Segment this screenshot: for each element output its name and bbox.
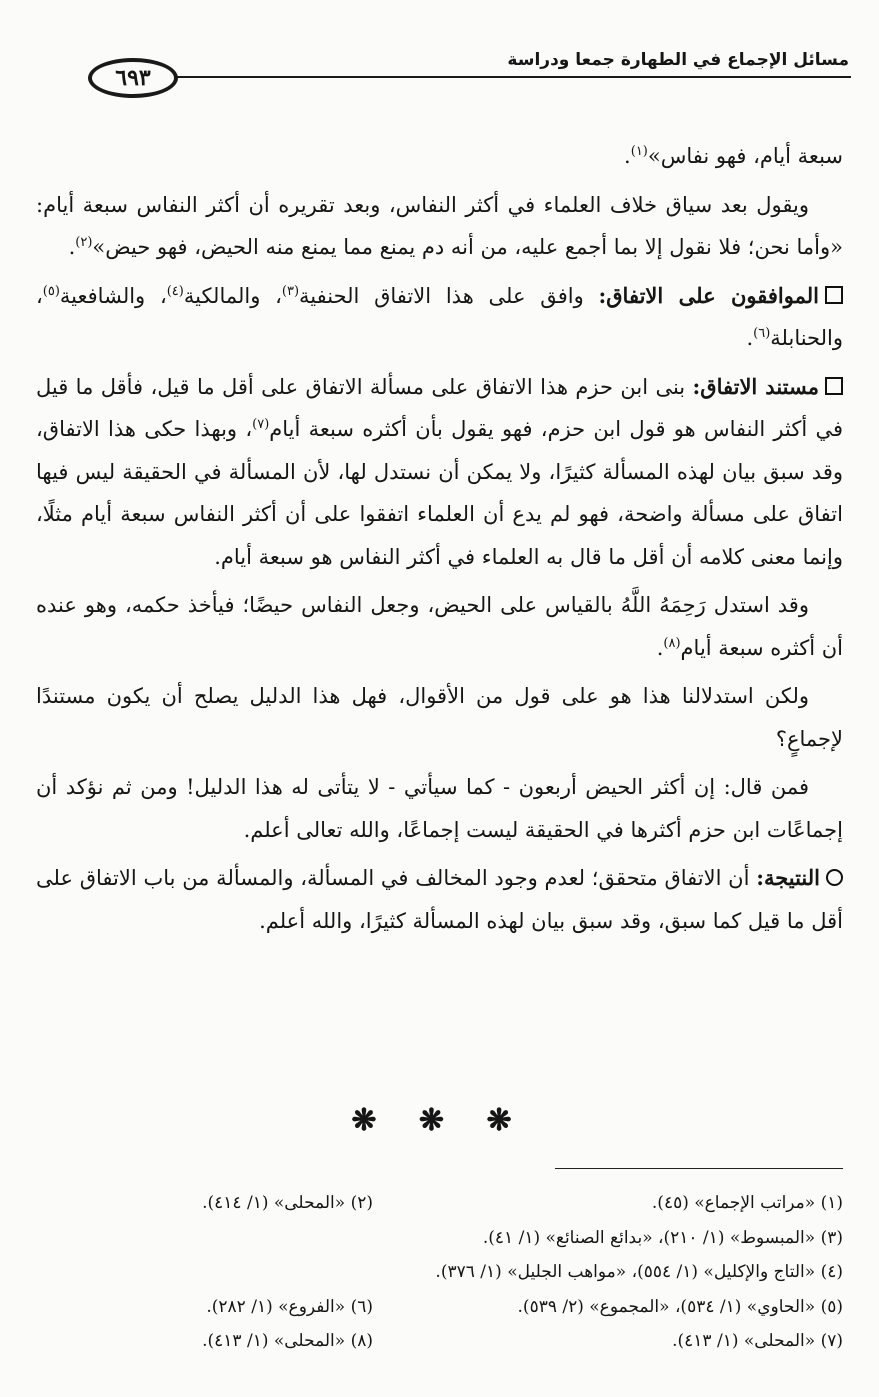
footnote-row (36, 1255, 843, 1290)
text: ، والشافعية (59, 283, 167, 308)
footnote-ref: (٧) (252, 417, 270, 432)
text: . (746, 326, 754, 350)
section-result (36, 857, 843, 942)
footnote: (٧) «المحلى» (١/ ٤١٣). (672, 1331, 843, 1351)
footnote: (١) «مراتب الإجماع» (٤٥). (651, 1193, 843, 1213)
section-basis (36, 366, 843, 579)
footnote: (٥) «الحاوي» (١/ ٥٣٤)، «المجموع» (٢/ ٥٣٩). (517, 1296, 843, 1317)
header-rule (175, 76, 851, 78)
footnote-row (36, 1290, 843, 1325)
footnote-ref: (٤) (166, 283, 184, 299)
paragraph: فمن قال: إن أكثر الحيض أربعون - كما سيأتي - لا يتأتى له هذا الدليل! ومن ثم نؤكد أن إجماعًات ابن حزم أكثرها في الحقيقة ليست إجماعًا، والله تعالى أعلم. (36, 775, 843, 842)
text: ، وبهذا حكى هذا الاتفاق، وقد سبق بيان لهذه المسألة كثيرًا، ولا يمكن أن نستدل لها، لأن المسألة في الحقيقة ليس فيها اتفاق على مسألة واضحة، فهو لم يدع أن العلماء اتفقوا على أن أكثر النفاس سبعة أيام مثلًا، وإنما معنى كلامه أن أقل ما قال به العلماء في أكثر النفاس هو سبعة أيام. (36, 417, 843, 569)
text: بنى ابن حزم هذا الاتفاق على مسألة الاتفاق على أقل ما قيل، فأقل ما قيل في أكثر النفاس هو قول ابن حزم، فهو يقول بأن أكثره سبعة أيام (36, 374, 843, 441)
footnote-rule (555, 1168, 843, 1169)
text: أن الاتفاق متحقق؛ لعدم وجود المخالف في المسألة، والمسألة من باب الاتفاق على أقل ما قيل كما سبق، وقد سبق بيان لهذه المسألة كثيرًا، والله أعلم. (36, 866, 843, 933)
circle-bullet-icon (826, 869, 843, 886)
footnote-ref: (٥) (42, 283, 60, 299)
footnote: (٤) «التاج والإكليل» (١/ ٥٥٤)، «مواهب الجليل» (١/ ٣٧٦). (435, 1262, 843, 1282)
text: وافق على هذا الاتفاق الحنفية (299, 283, 599, 308)
section-divider-stars: ❋ ❋ ❋ (351, 1103, 528, 1138)
square-bullet-icon (825, 377, 843, 395)
paragraph (36, 584, 843, 669)
square-bullet-icon (825, 286, 843, 304)
section-agreeing (36, 275, 843, 360)
section-label: الموافقون على الاتفاق: (598, 282, 819, 308)
text: سبعة أيام، فهو نفاس» (647, 144, 843, 168)
footnote: (٣) «المبسوط» (١/ ٢١٠)، «بدائع الصنائع» (١/ ٤١). (482, 1227, 843, 1248)
footnote-row (36, 1186, 843, 1221)
page-number: ٦٩٣ (115, 65, 151, 91)
section-label: النتيجة: (756, 865, 820, 890)
text: ، والحنابلة (36, 283, 843, 350)
footnote-row (36, 1324, 843, 1359)
text: ، والمالكية (183, 283, 282, 308)
footnote-ref: (٢) (75, 235, 93, 250)
text: . (656, 635, 664, 660)
footnote-ref: (٣) (281, 283, 300, 299)
text: . (68, 235, 76, 259)
footnote-ref: (٨) (663, 635, 681, 651)
footnote-ref: (١) (630, 144, 648, 159)
paragraph (36, 135, 843, 178)
footnotes (36, 1186, 843, 1359)
footnote: (٦) «الفروع» (١/ ٢٨٢). (206, 1296, 373, 1317)
footnote-row (36, 1221, 843, 1256)
text: . (624, 144, 631, 168)
paragraph (36, 184, 843, 269)
section-label: مستند الاتفاق: (692, 373, 819, 399)
text: وقد استدل رَحِمَهُ اللَّهُ بالقياس على الحيض، وجعل النفاس حيضًا؛ فيأخذ حكمه، وهو عنده أن أكثره سبعة أيام (36, 593, 843, 660)
body-text (36, 135, 843, 948)
footnote-ref: (٦) (753, 326, 771, 341)
footnote: (٢) «المحلى» (١/ ٤١٤). (202, 1193, 373, 1213)
paragraph: ولكن استدلالنا هذا هو على قول من الأقوال، فهل هذا الدليل يصلح أن يكون مستندًا لإجماعٍ؟ (36, 684, 843, 751)
running-header-title: مسائل الإجماع في الطهارة جمعا ودراسة (507, 50, 849, 70)
footnote: (٨) «المحلى» (١/ ٤١٣). (202, 1331, 373, 1351)
text: ويقول بعد سياق خلاف العلماء في أكثر النفاس، وبعد تقريره أن أكثر النفاس سبعة أيام: «وأما نحن؛ فلا نقول إلا بما أجمع عليه، من أنه دم يمنع مما يمنع منه الحيض، فهو حيض» (36, 192, 843, 259)
